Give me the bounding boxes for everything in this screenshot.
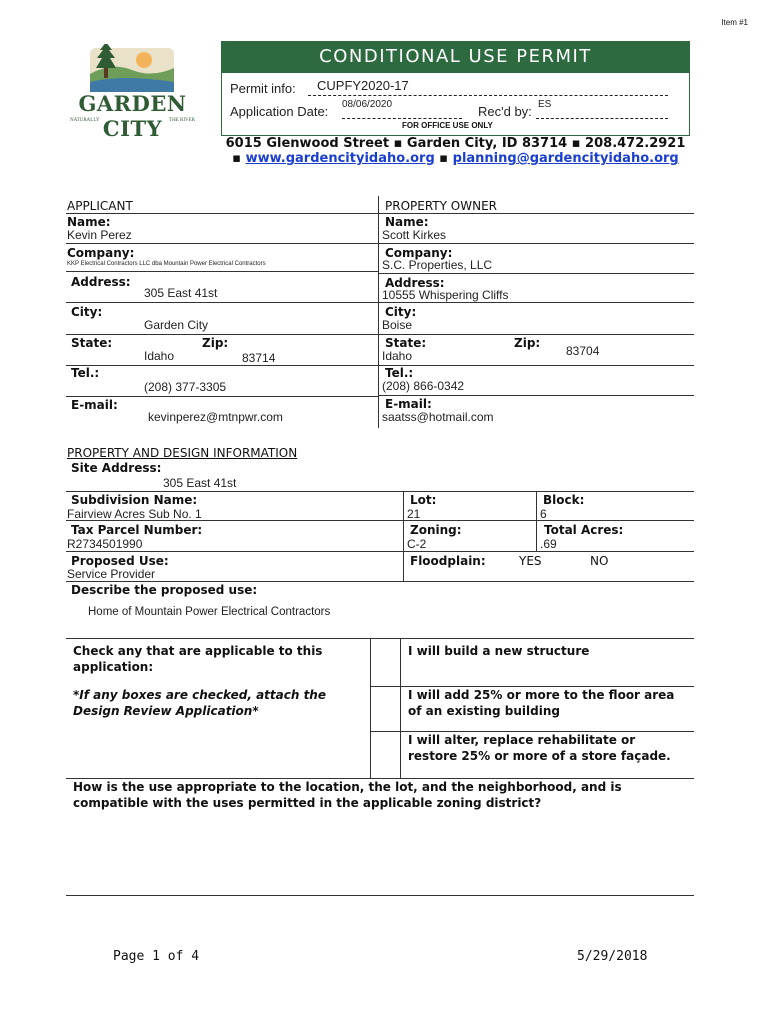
checkbox-facade[interactable] [374, 735, 396, 773]
column-divider [400, 638, 401, 778]
office-info-box [221, 72, 690, 136]
divider [66, 243, 378, 244]
applicant-state-label: State: [71, 336, 113, 350]
design-review-note: *If any boxes are checked, attach the Design Review Application* [73, 688, 326, 718]
applicant-name-label: Name: [67, 215, 111, 229]
applicant-zip-value[interactable]: 83714 [242, 351, 276, 365]
floodplain-yes[interactable]: YES [519, 554, 542, 568]
divider [66, 895, 694, 896]
zoning-value[interactable]: C-2 [407, 537, 427, 551]
acres-value[interactable]: .69 [540, 537, 557, 551]
divider [378, 243, 694, 244]
subdivision-value[interactable]: Fairview Acres Sub No. 1 [67, 507, 202, 521]
applicant-tel-label: Tel.: [71, 366, 100, 380]
bullet: ▪ [439, 151, 449, 166]
owner-tel-value[interactable]: (208) 866-0342 [382, 379, 465, 393]
applicant-email-value[interactable]: kevinperez@mtnpwr.com [148, 410, 283, 424]
check-prompt: Check any that are applicable to this application: [73, 644, 323, 674]
applicant-address-value[interactable]: 305 East 41st [144, 286, 218, 300]
divider [66, 581, 694, 582]
permit-info-value: CUPFY2020-17 [317, 78, 409, 93]
divider [66, 491, 694, 492]
owner-name-value[interactable]: Scott Kirkes [382, 228, 447, 242]
describe-use-value[interactable]: Home of Mountain Power Electrical Contractors [88, 606, 331, 618]
applicant-zip-label: Zip: [202, 336, 229, 350]
divider [66, 213, 694, 214]
parcel-label: Tax Parcel Number: [71, 523, 203, 537]
owner-company-label: Company: [385, 246, 453, 260]
divider [66, 302, 378, 303]
owner-city-value[interactable]: Boise [382, 318, 413, 332]
permit-info-label: Permit info: [230, 81, 296, 96]
zoning-label: Zoning: [410, 523, 462, 537]
applicant-city-label: City: [71, 305, 103, 319]
divider [378, 334, 694, 335]
divider [66, 271, 378, 272]
divider [66, 638, 694, 639]
owner-address-label: Address: [385, 276, 445, 290]
divider [66, 551, 694, 552]
column-divider [536, 491, 537, 551]
divider [378, 273, 694, 274]
block-label: Block: [543, 493, 585, 507]
website-link[interactable]: www.gardencityidaho.org [245, 151, 435, 166]
applicant-heading: APPLICANT [67, 199, 133, 213]
divider [378, 365, 694, 366]
option-new-structure: I will build a new structure [408, 644, 590, 658]
checkbox-new-structure[interactable] [374, 644, 396, 684]
recd-by-value: ES [538, 99, 552, 110]
lot-value[interactable]: 21 [407, 507, 421, 521]
office-use-only: FOR OFFICE USE ONLY [402, 121, 493, 130]
garden-city-logo [60, 44, 205, 141]
owner-address-value[interactable]: 10555 Whispering Cliffs [382, 288, 509, 302]
checkbox-add-floor-area[interactable] [374, 690, 396, 726]
divider [378, 395, 694, 396]
acres-label: Total Acres: [544, 523, 624, 537]
applicant-tel-value[interactable]: (208) 377-3305 [144, 380, 227, 394]
owner-email-label: E-mail: [385, 397, 432, 411]
owner-zip-label: Zip: [514, 336, 541, 350]
column-divider [403, 491, 404, 581]
logo-title: GARDEN CITY [78, 91, 187, 141]
logo-tag-left: NATURALLY [70, 118, 100, 123]
form-title: CONDITIONAL USE PERMIT [221, 41, 690, 72]
bullet: ▪ [232, 151, 242, 166]
owner-heading: PROPERTY OWNER [385, 199, 497, 213]
contact-links [221, 151, 690, 166]
owner-state-value[interactable]: Idaho [382, 349, 413, 363]
owner-zip-value[interactable]: 83704 [566, 344, 600, 358]
compatibility-question: How is the use appropriate to the location, the lot, and the neighborhood, and is compatible with the uses permitted in the applicable zoning district? [73, 780, 622, 810]
divider [66, 520, 694, 521]
option-add-floor-area: I will add 25% or more to the floor area of an existing building [408, 688, 675, 718]
describe-use-label: Describe the proposed use: [71, 583, 258, 597]
subdivision-label: Subdivision Name: [71, 493, 198, 507]
divider [66, 396, 378, 397]
site-address-label: Site Address: [71, 461, 162, 475]
block-value[interactable]: 6 [540, 507, 547, 521]
page-number: Page 1 of 4 [113, 949, 200, 964]
city-address: 6015 Glenwood Street ▪ Garden City, ID 83714 ▪ 208.472.2921 [225, 136, 686, 151]
applicant-company-value[interactable]: KKP Electrical Contractors LLC dba Mountain Power Electrical Contractors [67, 261, 266, 267]
divider [66, 365, 378, 366]
parcel-value[interactable]: R2734501990 [67, 537, 143, 551]
floodplain-no[interactable]: NO [590, 554, 609, 568]
proposed-use-label: Proposed Use: [71, 554, 169, 568]
owner-tel-label: Tel.: [385, 366, 414, 380]
email-link[interactable]: planning@gardencityidaho.org [452, 151, 679, 166]
applicant-email-label: E-mail: [71, 398, 118, 412]
application-date-label: Application Date: [230, 104, 329, 119]
revision-date: 5/29/2018 [577, 949, 648, 964]
recd-by-label: Rec'd by: [478, 104, 532, 119]
recd-by-line [536, 104, 668, 119]
divider [378, 302, 694, 303]
logo-tagline [70, 118, 195, 123]
owner-city-label: City: [385, 305, 417, 319]
option-facade: I will alter, replace rehabilitate or restore 25% or more of a store façade. [408, 733, 671, 763]
column-divider [378, 196, 379, 428]
logo-landscape-icon [82, 44, 182, 96]
owner-email-value[interactable]: saatss@hotmail.com [382, 410, 494, 424]
floodplain-label: Floodplain: [410, 554, 486, 568]
property-heading: PROPERTY AND DESIGN INFORMATION [67, 446, 298, 460]
site-address-value[interactable]: 305 East 41st [163, 476, 237, 490]
divider [66, 334, 378, 335]
owner-company-value[interactable]: S.C. Properties, LLC [382, 258, 493, 272]
proposed-use-value[interactable]: Service Provider [67, 567, 156, 581]
applicant-state-value[interactable]: Idaho [144, 349, 175, 363]
item-number: Item #1 [721, 18, 748, 27]
applicant-company-label: Company: [67, 246, 135, 260]
lot-label: Lot: [410, 493, 437, 507]
owner-name-label: Name: [385, 215, 429, 229]
owner-state-label: State: [385, 336, 427, 350]
applicant-city-value[interactable]: Garden City [144, 318, 209, 332]
compatibility-answer-area[interactable] [70, 815, 690, 890]
logo-tag-right: THE RIVER [169, 118, 195, 123]
application-date-value: 08/06/2020 [342, 99, 393, 110]
applicant-address-label: Address: [71, 275, 131, 289]
column-divider [370, 638, 371, 778]
applicant-name-value[interactable]: Kevin Perez [67, 228, 132, 242]
